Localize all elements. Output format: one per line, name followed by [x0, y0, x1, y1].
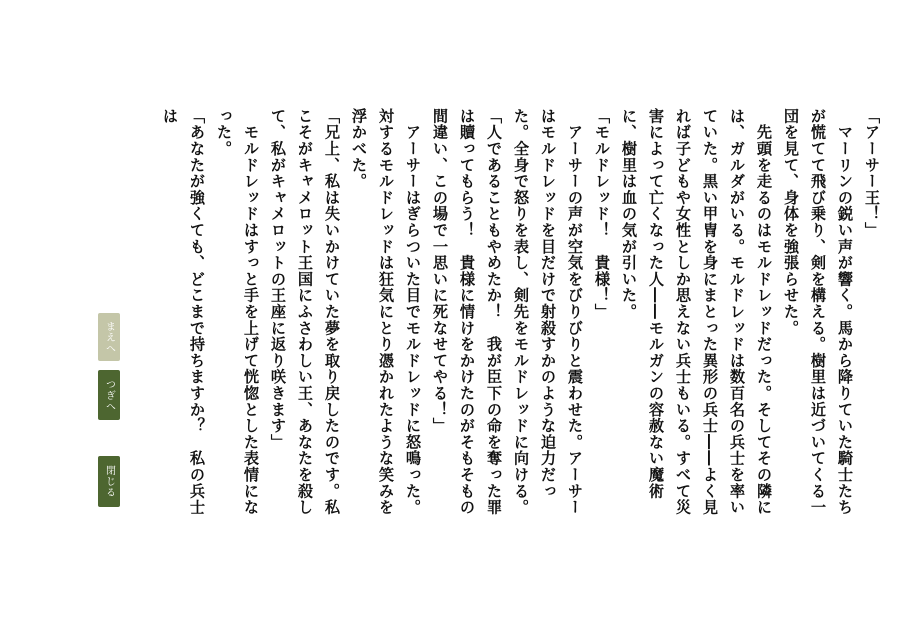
next-page-label: つぎへ: [103, 378, 115, 412]
novel-text-body: [160, 108, 885, 528]
prev-page-label: まえへ: [103, 320, 115, 354]
paragraph: 「モルドレッド！ 貴様！」: [593, 108, 611, 320]
paragraph: 「兄上、私は失いかけていた夢を取り戻したのです。私こそがキャメロット王国にふさわしい王、あなたを殺して、私がキャメロットの王座に返り咲きます」: [269, 108, 341, 516]
paragraph: 「アーサー王！」: [863, 108, 881, 239]
close-button[interactable]: [98, 456, 120, 507]
prev-page-button[interactable]: [98, 313, 120, 361]
paragraph: 「あなたが強くても、どこまで持ちますか？ 私の兵士は: [161, 108, 206, 516]
paragraph: アーサーはぎらついた目でモルドレッドに怒鳴った。対するモルドレッドは狂気にとり憑かれたような笑みを浮かべた。: [350, 108, 422, 516]
close-label: 閉じる: [103, 465, 115, 498]
paragraph: アーサーの声が空気をびりびりと震わせた。アーサーはモルドレッドを目だけで射殺すかのような迫力だった。全身で怒りを表し、剣先をモルドレッドに向ける。: [512, 108, 584, 516]
next-page-button[interactable]: [98, 370, 120, 420]
paragraph: 「人であることもやめたか！ 我が臣下の命を奪った罪は贖ってもらう！ 貴様に情けをかけたのがそもそもの間違い、この場で一思いに死なせてやる！」: [431, 108, 503, 516]
paragraph: マーリンの鋭い声が響く。馬から降りていた騎士たちが慌てて飛び乗り、剣を構える。樹里は近づいてくる一団を見て、身体を強張らせた。: [782, 108, 854, 516]
paragraph: 先頭を走るのはモルドレッドだった。そしてその隣には、ガルダがいる。モルドレッドは数百名の兵士を率いていた。黒い甲冑を身にまとった異形の兵士――よく見れば子どもや女性としか思えない兵士もいる。すべて災害によって亡くなった人――モルガンの容赦ない魔術に、樹里は血の気が引いた。: [620, 108, 773, 516]
paragraph: モルドレッドはすっと手を上げて恍惚とした表情になった。: [215, 108, 260, 516]
